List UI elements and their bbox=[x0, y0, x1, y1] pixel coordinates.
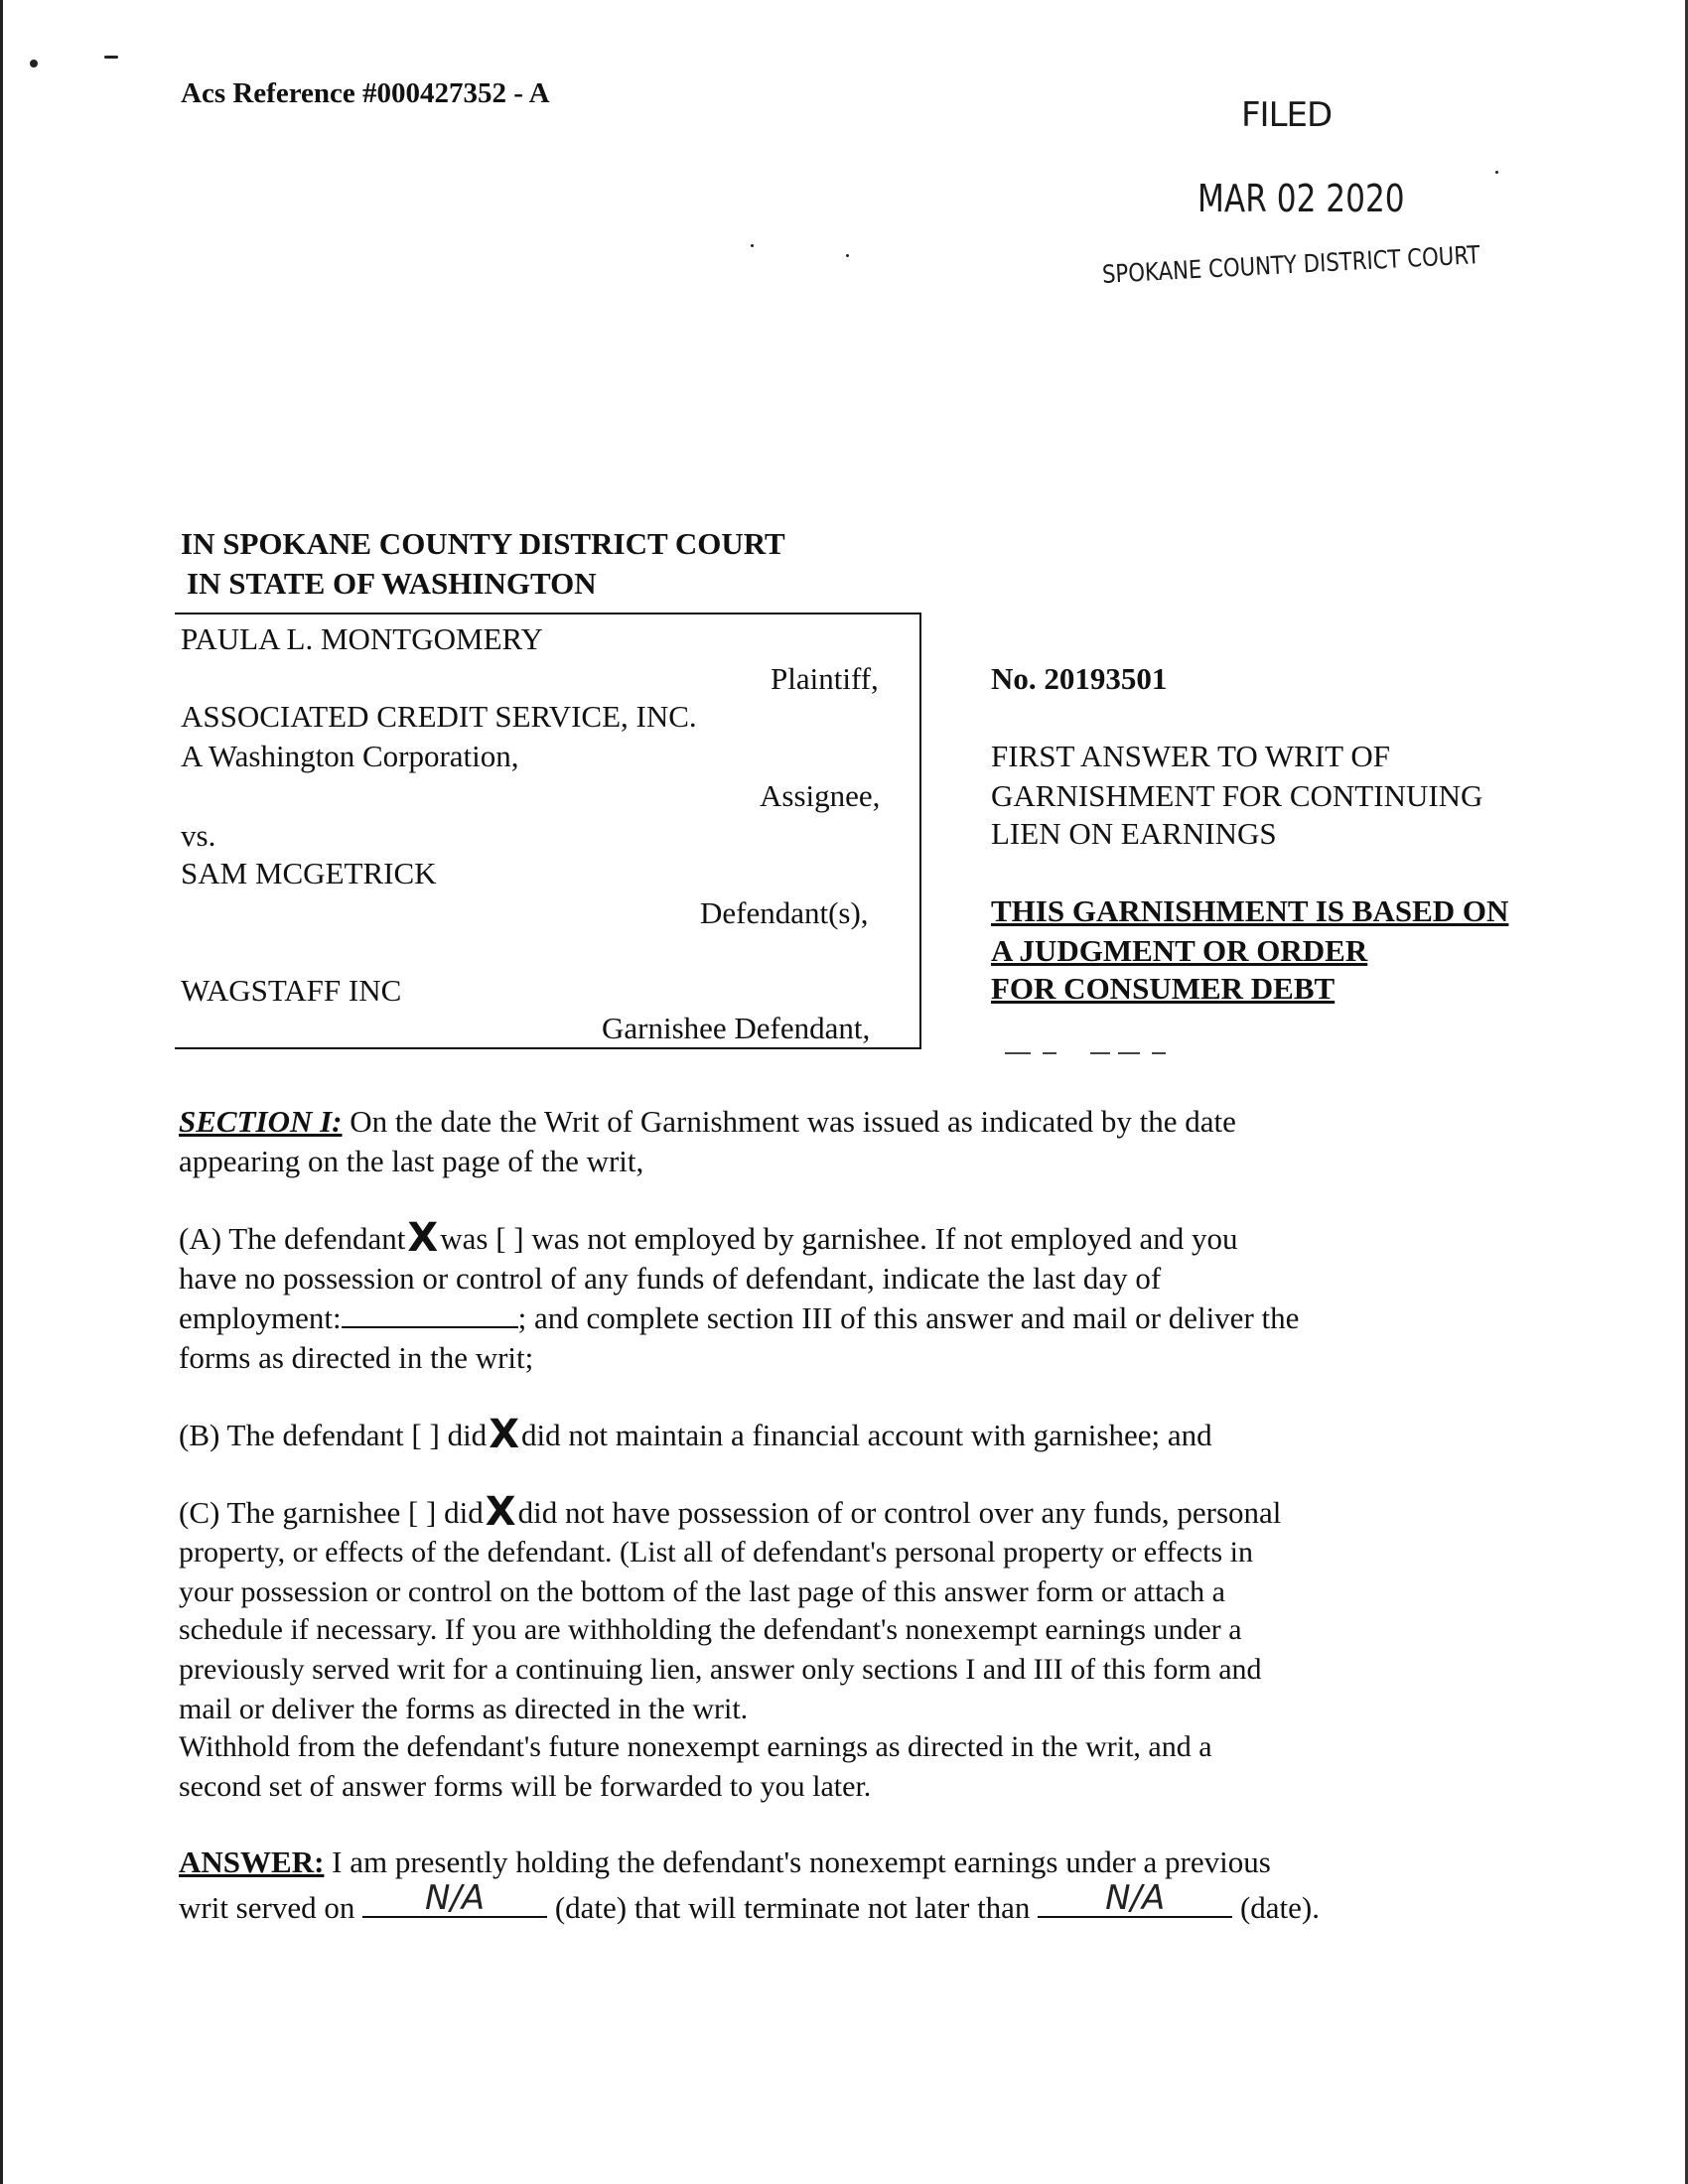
item-a-prefix: (A) The defendant bbox=[179, 1221, 406, 1256]
section-1-intro-line1 bbox=[179, 1102, 1236, 1142]
withhold-line1: Withhold from the defendant's future nonexempt earnings as directed in the writ, and a bbox=[179, 1730, 1212, 1763]
consumer-debt-notice-line1: THIS GARNISHMENT IS BASED ON bbox=[991, 893, 1509, 928]
terminate-date-field[interactable] bbox=[1038, 1878, 1232, 1918]
case-number: No. 20193501 bbox=[991, 661, 1168, 696]
item-a-line2: have no possession or control of any funds of defendant, indicate the last day of bbox=[179, 1261, 1162, 1296]
scan-dash bbox=[1118, 1052, 1140, 1054]
document-title-line2: GARNISHMENT FOR CONTINUING bbox=[991, 778, 1483, 813]
consumer-debt-notice-line2: A JUDGMENT OR ORDER bbox=[991, 933, 1368, 968]
check-mark-no-account: X bbox=[489, 1412, 520, 1457]
item-a-line3 bbox=[179, 1298, 1299, 1338]
assignee-name: ASSOCIATED CREDIT SERVICE, INC. bbox=[181, 699, 697, 734]
served-on-date-value: N/A bbox=[425, 1878, 486, 1918]
defendant-name: SAM MCGETRICK bbox=[181, 856, 437, 890]
item-c-line2: property, or effects of the defendant. (List all of defendant's personal property or effects in bbox=[179, 1536, 1253, 1569]
filed-stamp-label: FILED bbox=[1241, 95, 1333, 135]
plaintiff-role: Plaintiff, bbox=[771, 661, 879, 696]
item-a-line4: forms as directed in the writ; bbox=[179, 1340, 534, 1375]
assignee-role: Assignee, bbox=[760, 778, 881, 813]
garnishee-role: Garnishee Defendant, bbox=[602, 1011, 871, 1045]
scan-dash bbox=[1152, 1052, 1166, 1054]
date-suffix: (date). bbox=[1239, 1890, 1320, 1925]
plaintiff-name: PAULA L. MONTGOMERY bbox=[181, 621, 543, 656]
scan-dash bbox=[1043, 1052, 1056, 1054]
scan-speck bbox=[846, 254, 849, 257]
document-title-line3: LIEN ON EARNINGS bbox=[991, 816, 1277, 851]
answer-line1 bbox=[179, 1843, 1271, 1882]
item-c-line1 bbox=[179, 1489, 1282, 1535]
item-a-line1 bbox=[179, 1215, 1238, 1261]
item-c-line3: your possession or control on the bottom of the last page of this answer form or attach a bbox=[179, 1575, 1225, 1608]
employment-label: employment: bbox=[179, 1300, 342, 1335]
terminate-label: (date) that will terminate not later than bbox=[554, 1890, 1031, 1925]
filed-stamp-date: MAR 02 2020 bbox=[1197, 177, 1405, 220]
item-b-prefix: (B) The defendant [ ] did bbox=[179, 1418, 488, 1452]
check-mark-employed: X bbox=[407, 1215, 439, 1261]
section-1-intro-text: On the date the Writ of Garnishment was issued as indicated by the date bbox=[350, 1104, 1236, 1139]
answer-text: I am presently holding the defendant's nonexempt earnings under a previous bbox=[332, 1844, 1271, 1879]
court-heading-line1: IN SPOKANE COUNTY DISTRICT COURT bbox=[181, 526, 785, 561]
withhold-line2: second set of answer forms will be forwarded to you later. bbox=[179, 1770, 872, 1803]
filed-stamp-court: SPOKANE COUNTY DISTRICT COURT bbox=[1101, 240, 1481, 289]
item-c-text: did not have possession of or control over any funds, personal bbox=[517, 1495, 1282, 1530]
scan-speck bbox=[104, 56, 118, 59]
section-1-heading: SECTION I: bbox=[179, 1104, 343, 1139]
versus-label: vs. bbox=[181, 818, 216, 853]
item-a-text: was [ ] was not employed by garnishee. If not employed and you bbox=[440, 1221, 1238, 1256]
item-c-line4: schedule if necessary. If you are withholding the defendant's nonexempt earnings under a bbox=[179, 1613, 1242, 1646]
scan-speck bbox=[1495, 171, 1498, 174]
served-on-label: writ served on bbox=[179, 1890, 355, 1925]
scan-speck bbox=[751, 244, 754, 247]
acs-reference: Acs Reference #000427352 - A bbox=[181, 77, 550, 109]
consumer-debt-notice-line3: FOR CONSUMER DEBT bbox=[991, 971, 1336, 1006]
scan-speck bbox=[30, 60, 38, 68]
assignee-description: A Washington Corporation, bbox=[181, 739, 519, 773]
item-c-line5: previously served writ for a continuing lien, answer only sections I and III of this form and bbox=[179, 1653, 1262, 1686]
garnishee-name: WAGSTAFF INC bbox=[181, 973, 402, 1008]
scan-edge-left bbox=[0, 0, 3, 2184]
court-heading-line2: IN STATE OF WASHINGTON bbox=[187, 566, 597, 601]
item-c-line6: mail or deliver the forms as directed in the writ. bbox=[179, 1693, 749, 1725]
defendant-role: Defendant(s), bbox=[700, 895, 869, 930]
section-1-intro-line2: appearing on the last page of the writ, bbox=[179, 1144, 644, 1178]
item-c-prefix: (C) The garnishee [ ] did bbox=[179, 1495, 484, 1530]
document-title-line1: FIRST ANSWER TO WRIT OF bbox=[991, 739, 1390, 773]
answer-line2 bbox=[179, 1878, 1320, 1928]
item-b-line bbox=[179, 1412, 1212, 1457]
terminate-date-value: N/A bbox=[1105, 1878, 1166, 1918]
scan-dash bbox=[1005, 1052, 1031, 1054]
answer-heading: ANSWER: bbox=[179, 1844, 325, 1879]
item-b-text: did not maintain a financial account with garnishee; and bbox=[521, 1418, 1212, 1452]
check-mark-no-possession: X bbox=[485, 1489, 516, 1535]
item-a-line3-text: ; and complete section III of this answer and mail or deliver the bbox=[517, 1300, 1300, 1335]
scan-dash bbox=[1090, 1052, 1110, 1054]
last-day-of-employment-field[interactable] bbox=[342, 1298, 518, 1328]
served-on-date-field[interactable] bbox=[362, 1878, 547, 1918]
